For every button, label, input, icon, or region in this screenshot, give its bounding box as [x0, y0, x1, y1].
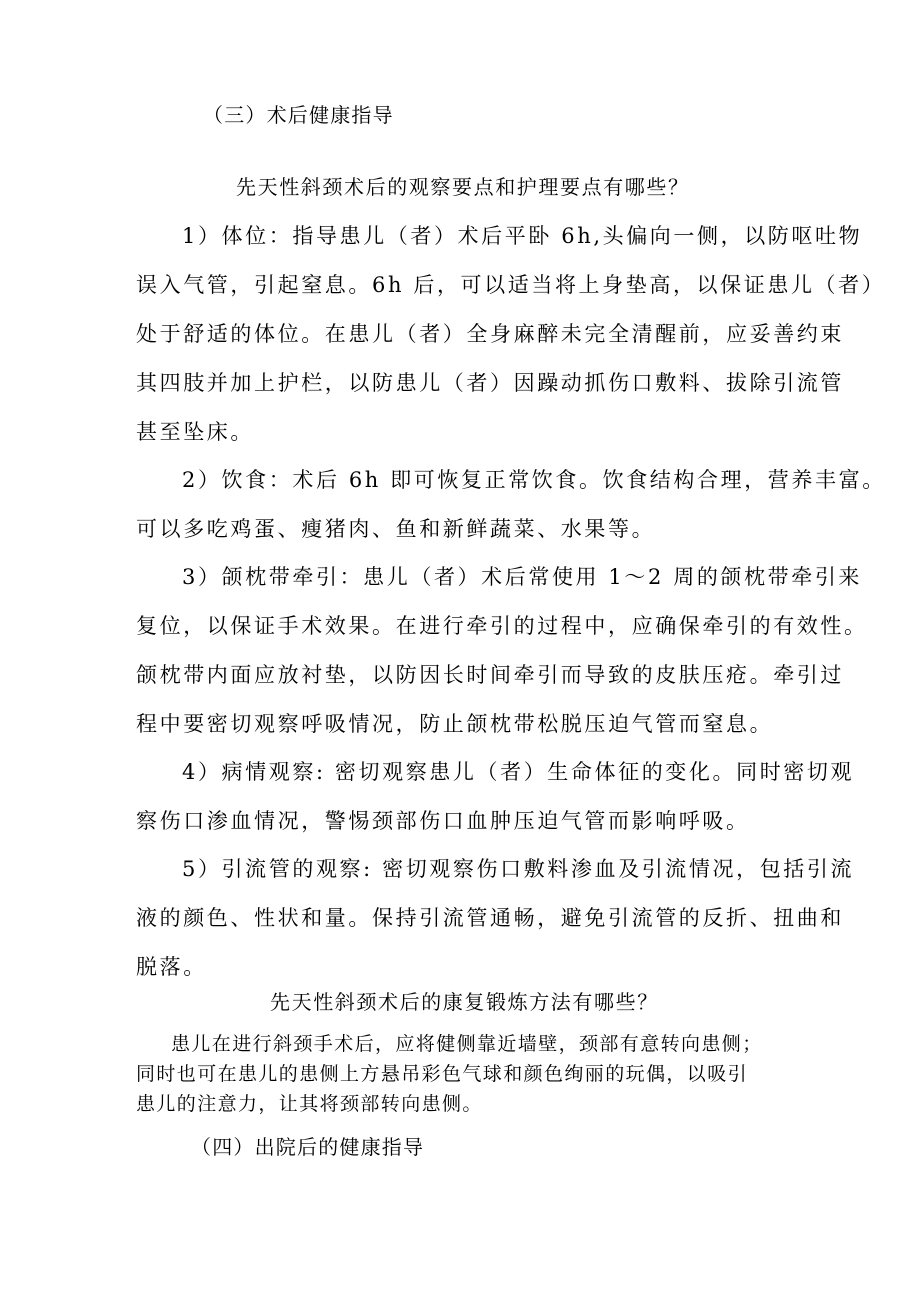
paragraph-line: 2）饮食：术后 6h 即可恢复正常饮食。饮食结构合理，营养丰富。	[182, 468, 886, 492]
section-heading-3: （三）术后健康指导	[203, 103, 394, 127]
paragraph-line: 察伤口渗血情况，警惕颈部伤口血肿压迫气管而影响呼吸。	[136, 809, 750, 833]
section-heading-4: （四）出院后的健康指导	[191, 1135, 425, 1159]
paragraph-line: 脱落。	[136, 955, 207, 979]
paragraph-line: 颌枕带内面应放衬垫，以防因长时间牵引而导致的皮肤压疮。牵引过	[136, 663, 844, 687]
paragraph-line: 其四肢并加上护栏，以防患儿（者）因躁动抓伤口敷料、拔除引流管	[136, 371, 844, 395]
paragraph-line: 患儿的注意力，让其将颈部转向患侧。	[136, 1093, 483, 1115]
question-title-observation: 先天性斜颈术后的观察要点和护理要点有哪些？	[236, 175, 690, 199]
question-title-rehab: 先天性斜颈术后的康复锻炼方法有哪些？	[270, 990, 659, 1014]
paragraph-line: 3）颌枕带牵引：患儿（者）术后常使用 1～2 周的颌枕带牵引来	[182, 565, 863, 589]
paragraph-line: 4）病情观察: 密切观察患儿（者）生命体征的变化。同时密切观	[182, 760, 855, 784]
paragraph-line: 同时也可在患儿的患侧上方悬吊彩色气球和颜色绚丽的玩偶，以吸引	[136, 1063, 749, 1085]
paragraph-line: 处于舒适的体位。在患儿（者）全身麻醉未完全清醒前，应妥善约束	[136, 322, 844, 346]
paragraph-line: 患儿在进行斜颈手术后，应将健侧靠近墙壁，颈部有意转向患侧；	[171, 1033, 763, 1055]
paragraph-line: 甚至坠床。	[136, 420, 254, 444]
paragraph-line: 1）体位：指导患儿（者）术后平卧 6h,头偏向一侧，以防呕吐物	[182, 224, 863, 248]
paragraph-line: 程中要密切观察呼吸情况，防止颌枕带松脱压迫气管而窒息。	[136, 712, 774, 736]
paragraph-line: 5）引流管的观察: 密切观察伤口敷料渗血及引流情况，包括引流	[182, 857, 855, 881]
paragraph-line: 液的颜色、性状和量。保持引流管通畅，避免引流管的反折、扭曲和	[136, 906, 844, 930]
paragraph-line: 误入气管，引起窒息。6h 后，可以适当将上身垫高，以保证患儿（者）	[136, 273, 886, 297]
paragraph-line: 复位，以保证手术效果。在进行牵引的过程中，应确保牵引的有效性。	[136, 614, 868, 638]
paragraph-line: 可以多吃鸡蛋、瘦猪肉、鱼和新鲜蔬菜、水果等。	[136, 517, 656, 541]
